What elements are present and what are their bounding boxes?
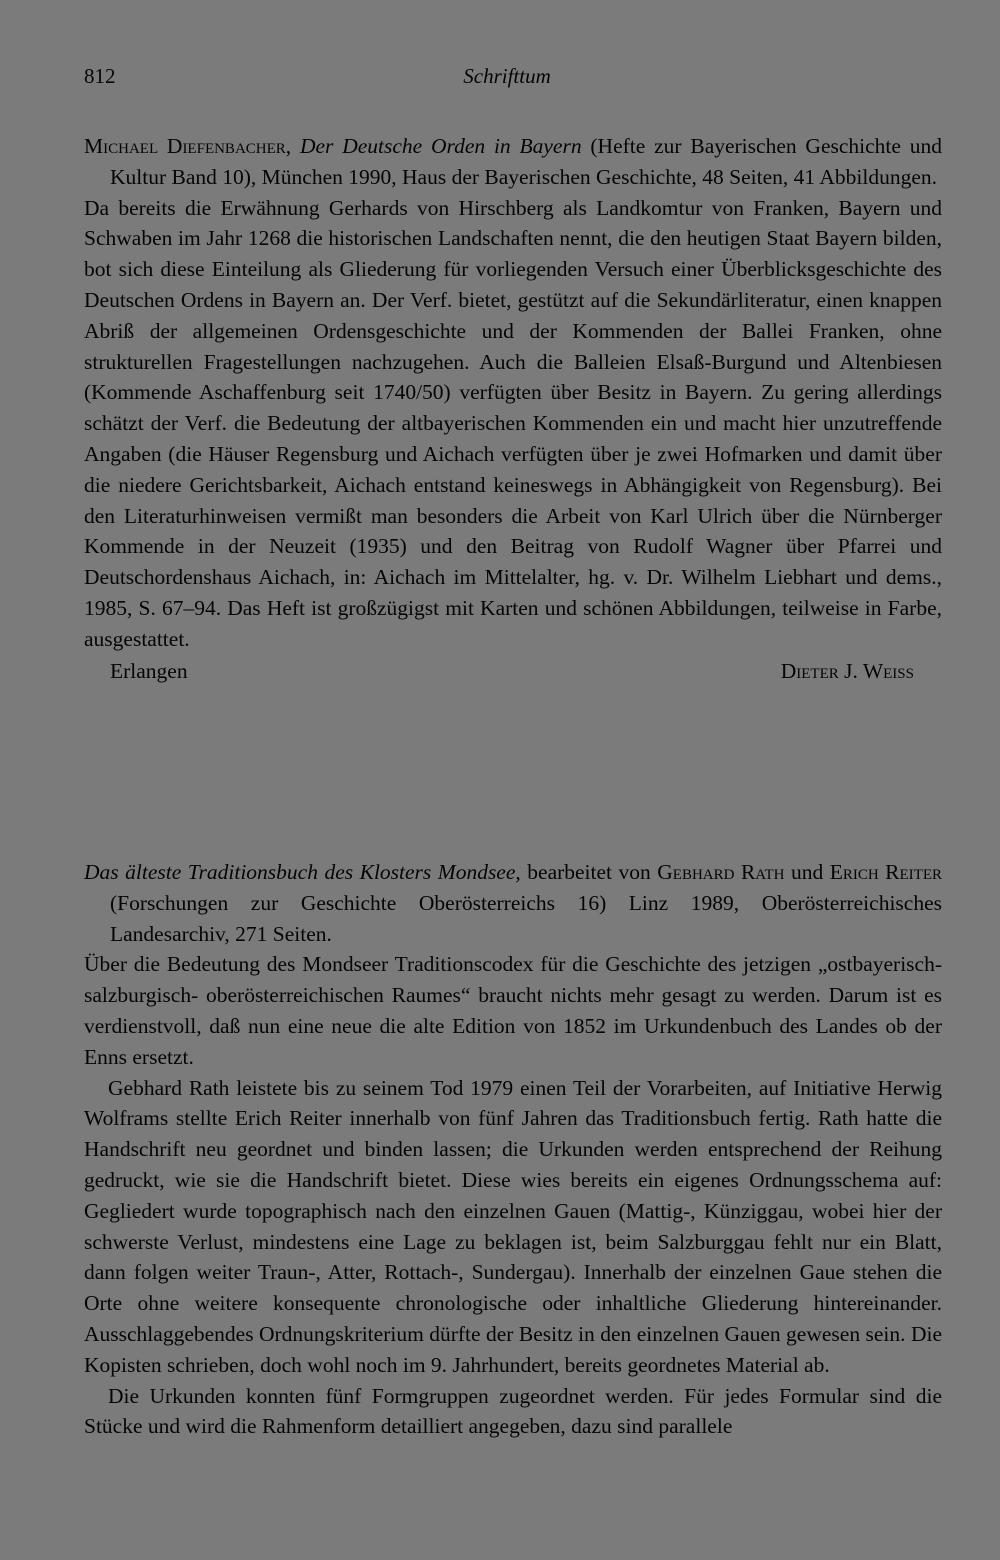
page-header: [84, 64, 920, 96]
bibliographic-entry: Michael Diefenbacher, Der Deutsche Orden in Bayern (Hefte zur Bayerischen Geschichte und Kultur Band 10), München 1990, Haus der Bayerischen Geschichte, 48 Seiten, 41 Abbildungen.: [84, 134, 942, 189]
review-paragraph: Gebhard Rath leistete bis zu seinem Tod 1979 einen Teil der Vorarbeiten, auf Initiative Herwig Wolframs stellte Erich Reiter innerhalb von fünf Jahren das Traditionsbuch fertig. Rath hatte die Handschrift neu geordnet und binden lassen; die Urkunden werden entsprechend der Reihung gedruckt, wie sie die Handschrift bietet. Diese wies bereits ein eigenes Ordnungsschema auf: Gegliedert wurde topographisch nach den einzelnen Gauen (Mattig-, Künziggau, wobei hier der schwerste Verlust, mindestens eine Lage zu beklagen ist, beim Salzburggau fehlt nur ein Blatt, dann folgen weiter Traun-, Atter, Rottach-, Sundergau). Innerhalb der einzelnen Gaue stehen die Orte ohne weitere konsequente chronologische oder inhaltliche Gliederung hintereinander. Ausschlaggebendes Ordnungskriterium dürfte der Besitz in den einzelnen Gauen gewesen sein. Die Kopisten schrieben, doch wohl noch im 9. Jahrhundert, bereits geordnetes Material ab.: [84, 1075, 942, 1377]
bibliographic-entry: [84, 857, 942, 949]
book-author: Michael Diefenbacher: [84, 134, 286, 158]
review-paragraph: Über die Bedeutung des Mondseer Traditionscodex für die Geschichte des jetzigen „ostbayerisch- salzburgisch- oberösterreichischen Raumes“ braucht nichts mehr gesagt zu werden. Darum ist es verdienstvoll, daß nun eine neue die alte Edition von 1852 im Urkundenbuch des Landes ob der Enns ersetzt.: [84, 952, 942, 1069]
running-title: Schrifttum: [463, 64, 551, 88]
review-signature: [84, 656, 942, 687]
book-editor: Erich Reiter: [829, 860, 942, 884]
review-text: Da bereits die Erwähnung Gerhards von Hirschberg als Landkomtur von Franken, Bayern und Schwaben im Jahr 1268 die historischen Landschaften nennt, die den heutigen Staat Bayern bilden, bot sich diese Einteilung als Gliederung für vorliegenden Versuch einer Überblicksgeschichte des Deutschen Ordens in Bayern an. Der Verf. bietet, gestützt auf die Sekundärliteratur, einen knappen Abriß der allgemeinen Ordensgeschichte und der Kommenden der Ballei Franken, ohne strukturellen Fragestellungen nachzugehen. Auch die Balleien Elsaß-Burgund und Altenbiesen (Kommende Aschaffenburg seit 1740/50) verfügten über Besitz in Bayern. Zu gering allerdings schätzt der Verf. die Bedeutung der altbayerischen Kommenden ein und macht hier unzutreffende Angaben (die Häuser Regensburg und Aichach verfügten über je zwei Hofmarken und damit über die niedere Gerichtsbarkeit, Aichach entstand keineswegs in Abhängigkeit von Regensburg). Bei den Literaturhinweisen vermißt man besonders die Arbeit von Karl Ulrich über die Nürnberger Kommende in der Neuzeit (1935) und den Beitrag von Rudolf Wagner über Pfarrei und Deutschordenshaus Aichach, in: Aichach im Mittelalter, hg. v. Dr. Wilhelm Liebhart und dems., 1985, S. 67–94. Das Heft ist großzügigst mit Karten und schönen Abbildungen, teilweise in Farbe, ausgestattet.: [84, 195, 942, 651]
book-title: Das älteste Traditionsbuch des Klosters Mondsee,: [84, 860, 521, 884]
book-details: (Forschungen zur Geschichte Oberösterreichs 16) Linz 1989, Oberösterreichisches Landesarchiv, 271 Seiten.: [110, 890, 942, 946]
book-editor: Gebhard Rath: [657, 860, 785, 884]
review-paragraph: Die Urkunden konnten fünf Formgruppen zugeordnet werden. Für jedes Formular sind die Stücke und wird die Rahmenform detailliert angegeben, dazu sind parallele: [84, 1383, 942, 1439]
book-details: und: [784, 860, 830, 884]
page-number: 812: [84, 64, 116, 88]
book-details: bearbeitet von: [520, 860, 658, 884]
book-title: Der Deutsche Orden in Bayern: [299, 134, 582, 158]
review-mondsee: [84, 857, 942, 1442]
reviewer-name: Dieter J. Weiss: [780, 658, 914, 683]
book-details: (Hefte zur Bayerischen Geschichte und Kultur Band 10), München 1990, Haus der Bayerischen Geschichte, 48 Seiten, 41 Abbildungen.: [110, 134, 942, 189]
review-diefenbacher: [84, 131, 942, 686]
reviewer-place: Erlangen: [110, 658, 188, 683]
